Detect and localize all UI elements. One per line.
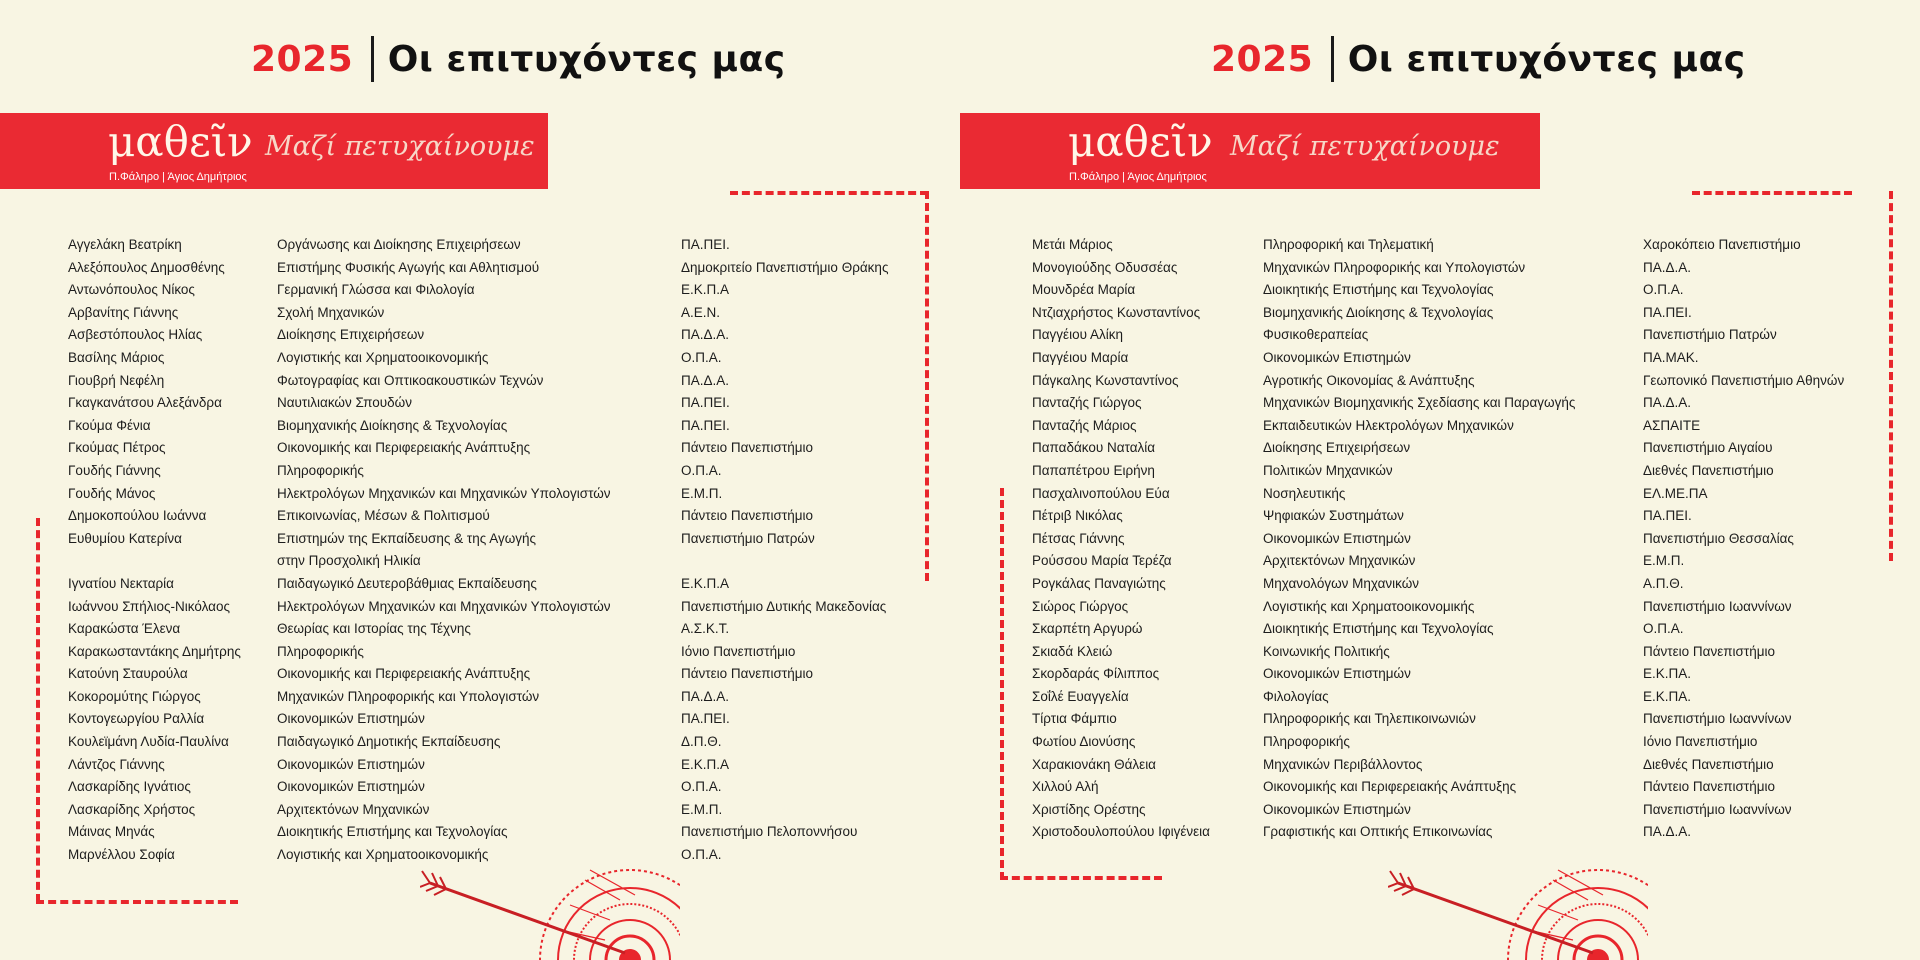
student-name: Λάντζος Γιάννης xyxy=(68,756,165,772)
department-name: Ηλεκτρολόγων Μηχανικών και Μηχανικών Υπολογιστών xyxy=(277,485,611,501)
student-name: Ντζιαχρήστος Κωνσταντίνος xyxy=(1032,304,1201,320)
student-name: Παγγέιου Αλίκη xyxy=(1032,327,1123,343)
student-name: Καρακώστα Έλενα xyxy=(68,621,181,637)
brand-locations: Π.Φάληρο | Άγιος Δημήτριος xyxy=(1069,171,1207,183)
department-name: Αρχιτεκτόνων Μηχανικών xyxy=(277,801,430,817)
departments-column xyxy=(1263,234,1575,844)
institution-name xyxy=(681,550,888,573)
student-name: Παπαπέτρου Ειρήνη xyxy=(1032,462,1155,478)
institution-name: ΠΑ.ΠΕΙ. xyxy=(1643,508,1692,524)
student-name: Γουδής Γιάννης xyxy=(68,462,161,478)
department-name: Οικονομικών Επιστημών xyxy=(1263,349,1411,365)
student-name: Παγγέιου Μαρία xyxy=(1032,349,1129,365)
department-name: Κοινωνικής Πολιτικής xyxy=(1263,643,1390,659)
department-name: Ναυτιλιακών Σπουδών xyxy=(277,395,412,411)
names-column xyxy=(68,234,241,867)
institution-name: ΠΑ.Δ.Α. xyxy=(1643,824,1692,840)
student-name: Καρακωσταντάκης Δημήτρης xyxy=(68,643,241,659)
student-name: Αγγελάκη Βεατρίκη xyxy=(68,237,182,252)
department-name: Φυσικοθεραπείας xyxy=(1263,327,1369,343)
institution-name: ΕΛ.ΜΕ.ΠΑ xyxy=(1643,485,1708,501)
department-name: Διοικητικής Επιστήμης και Τεχνολογίας xyxy=(1263,621,1494,637)
student-name: Σκιαδά Κλειώ xyxy=(1032,643,1113,659)
institution-name: Πάντειο Πανεπιστήμιο xyxy=(1643,643,1776,659)
department-name: Αρχιτεκτόνων Μηχανικών xyxy=(1263,553,1416,569)
student-name: Γκούμας Πέτρος xyxy=(68,440,166,456)
department-name: Οργάνωσης και Διοίκησης Επιχειρήσεων xyxy=(277,237,521,252)
right-panel xyxy=(960,0,1920,960)
institution-name: Ε.Κ.Π.Α xyxy=(681,282,730,298)
institution-name: Διεθνές Πανεπιστήμιο xyxy=(1643,756,1774,772)
institution-name: Γεωπονικό Πανεπιστήμιο Αθηνών xyxy=(1643,372,1845,388)
department-name: Οικονομικών Επιστημών xyxy=(1263,530,1411,546)
page-title xyxy=(1211,34,1746,84)
department-name: Επικοινωνίας, Μέσων & Πολιτισμού xyxy=(277,508,490,524)
title-text: Οι επιτυχόντες μας xyxy=(1347,38,1746,80)
department-name: Διοικητικής Επιστήμης και Τεχνολογίας xyxy=(277,824,508,840)
dashed-frame-top xyxy=(730,191,928,195)
institution-name: Χαροκόπειο Πανεπιστήμιο xyxy=(1643,237,1801,252)
student-name: Πανταζής Γιώργος xyxy=(1032,395,1142,411)
institution-name: Ιόνιο Πανεπιστήμιο xyxy=(681,643,796,659)
title-divider xyxy=(371,36,374,82)
department-name: Πληροφορικής xyxy=(277,643,364,659)
department-name: Γραφιστικής και Οπτικής Επικοινωνίας xyxy=(1263,824,1493,840)
institution-name: ΠΑ.ΠΕΙ. xyxy=(681,417,730,433)
student-name: Κοντογεωργίου Ραλλία xyxy=(68,711,205,727)
dashed-frame-bottom xyxy=(1000,876,1162,880)
department-name: Εκπαιδευτικών Ηλεκτρολόγων Μηχανικών xyxy=(1263,417,1514,433)
department-name: Οικονομικής και Περιφερειακής Ανάπτυξης xyxy=(277,440,531,456)
student-name: Δημοκοπούλου Ιωάννα xyxy=(68,508,207,524)
student-name: Πασχαλινοπούλου Εύα xyxy=(1032,485,1170,501)
institutions-column xyxy=(1643,234,1844,844)
department-name: Αγροτικής Οικονομίας & Ανάπτυξης xyxy=(1263,372,1475,388)
institution-name: Διεθνές Πανεπιστήμιο xyxy=(1643,462,1774,478)
department-name: Οικονομικών Επιστημών xyxy=(277,756,425,772)
department-name: Φωτογραφίας και Οπτικοακουστικών Τεχνών xyxy=(277,372,544,388)
institution-name: ΠΑ.ΠΕΙ. xyxy=(1643,304,1692,320)
institution-name: ΠΑ.Δ.Α. xyxy=(1643,395,1692,411)
student-name: Πανταζής Μάριος xyxy=(1032,417,1137,433)
institution-name: ΠΑ.Δ.Α. xyxy=(1643,259,1692,275)
department-name: Διοικητικής Επιστήμης και Τεχνολογίας xyxy=(1263,282,1494,298)
institution-name: ΠΑ.Δ.Α. xyxy=(681,688,730,704)
institution-name: Ο.Π.Α. xyxy=(1643,621,1684,637)
institution-name: Πανεπιστήμιο Πελοποννήσου xyxy=(681,824,858,840)
department-name: Διοίκησης Επιχειρήσεων xyxy=(277,327,425,343)
departments-column xyxy=(277,234,611,867)
institution-name: Πάντειο Πανεπιστήμιο xyxy=(1643,779,1776,795)
student-name: Πέτριβ Νικόλας xyxy=(1032,508,1123,524)
department-name: Λογιστικής και Χρηματοοικονομικής xyxy=(1263,598,1475,614)
student-name: Χαρακιονάκη Θάλεια xyxy=(1032,756,1156,772)
institution-name: ΠΑ.ΠΕΙ. xyxy=(681,395,730,411)
institution-name: Ε.Κ.Π.Α xyxy=(681,756,730,772)
student-name: Λασκαρίδης Χρήστος xyxy=(68,801,196,817)
student-name: Σιώρος Γιώργος xyxy=(1032,598,1129,614)
department-name: Λογιστικής και Χρηματοοικονομικής xyxy=(277,847,489,863)
student-name: Μετάι Μάριος xyxy=(1032,237,1113,252)
institution-name: Πανεπιστήμιο Πατρών xyxy=(681,530,815,546)
institution-name: Ο.Π.Α. xyxy=(681,462,722,478)
student-name: Φωτίου Διονύσης xyxy=(1032,734,1136,750)
institution-name: Δημοκριτείο Πανεπιστήμιο Θράκης xyxy=(681,259,889,275)
department-name: Πληροφορικής xyxy=(277,462,364,478)
student-name: Σκαρπέτη Αργυρώ xyxy=(1032,621,1143,637)
student-name: Κουλεϊμάνη Λυδία-Παυλίνα xyxy=(68,734,229,750)
institution-name: ΑΣΠΑΙΤΕ xyxy=(1643,417,1701,433)
student-name: Γουδής Μάνος xyxy=(68,485,156,501)
brand-slogan: Μαζί πετυχαίνουμε xyxy=(1230,131,1500,162)
institution-name: Ε.Μ.Π. xyxy=(681,801,723,817)
title-year: 2025 xyxy=(251,38,354,80)
institution-name: Πανεπιστήμιο Θεσσαλίας xyxy=(1643,530,1794,546)
student-name: Αντωνόπουλος Νίκος xyxy=(68,282,195,298)
student-name: Βασίλης Μάριος xyxy=(68,349,165,365)
department-name: Μηχανικών Περιβάλλοντος xyxy=(1263,756,1423,772)
student-name: Χριστοδουλοπούλου Ιφιγένεια xyxy=(1032,824,1210,840)
student-name: Πέτσας Γιάννης xyxy=(1032,530,1125,546)
department-name: Ψηφιακών Συστημάτων xyxy=(1263,508,1404,524)
institution-name: Ο.Π.Α. xyxy=(1643,282,1684,298)
institution-name: Α.Π.Θ. xyxy=(1643,575,1684,591)
target-arrow-illustration xyxy=(1388,845,1648,960)
student-name: Αρβανίτης Γιάννης xyxy=(68,304,179,320)
institution-name: ΠΑ.ΠΕΙ. xyxy=(681,711,730,727)
department-name: Οικονομικής και Περιφερειακής Ανάπτυξης xyxy=(1263,779,1517,795)
brand-logo: μαθεῖν xyxy=(108,117,253,166)
student-name: Λασκαρίδης Ιγνάτιος xyxy=(68,779,191,795)
institution-name: Ιόνιο Πανεπιστήμιο xyxy=(1643,734,1758,750)
department-name: στην Προσχολική Ηλικία xyxy=(277,553,421,569)
institution-name: Ο.Π.Α. xyxy=(681,779,722,795)
department-name: Βιομηχανικής Διοίκησης & Τεχνολογίας xyxy=(277,417,508,433)
department-name: Λογιστικής και Χρηματοοικονομικής xyxy=(277,349,489,365)
institution-name: Πανεπιστήμιο Αιγαίου xyxy=(1643,440,1773,456)
student-name: Μαρνέλλου Σοφία xyxy=(68,847,175,863)
student-name: Ιγνατίου Νεκταρία xyxy=(68,575,174,591)
brand-slogan: Μαζί πετυχαίνουμε xyxy=(265,131,535,162)
department-name: Γερμανική Γλώσσα και Φιλολογία xyxy=(277,282,475,298)
institution-name: Πάντειο Πανεπιστήμιο xyxy=(681,666,814,682)
institution-name: Α.Σ.Κ.Τ. xyxy=(681,621,730,637)
department-name: Οικονομικών Επιστημών xyxy=(277,779,425,795)
title-divider xyxy=(1331,36,1334,82)
institutions-column xyxy=(681,234,888,867)
student-name: Κατούνη Σταυρούλα xyxy=(68,666,188,682)
brand-logo: μαθεῖν xyxy=(1068,117,1213,166)
names-column xyxy=(1032,234,1210,844)
target-arrow-illustration xyxy=(420,845,680,960)
institution-name: ΠΑ.Δ.Α. xyxy=(681,327,730,343)
institution-name: ΠΑ.Δ.Α. xyxy=(681,372,730,388)
department-name: Παιδαγωγικό Δευτεροβάθμιας Εκπαίδευσης xyxy=(277,575,537,591)
student-name: Γιουβρή Νεφέλη xyxy=(68,372,165,388)
department-name: Οικονομικών Επιστημών xyxy=(1263,801,1411,817)
institution-name: Ο.Π.Α. xyxy=(681,847,722,863)
dashed-frame-top xyxy=(1692,191,1852,195)
dashed-frame-left xyxy=(1000,488,1004,880)
institution-name: Ε.Μ.Π. xyxy=(681,485,723,501)
dashed-frame-left xyxy=(36,518,40,902)
department-name: Μηχανικών Πληροφορικής και Υπολογιστών xyxy=(1263,259,1526,275)
student-name: Μονογιούδης Οδυσσέας xyxy=(1032,259,1178,275)
student-name: Τίρτια Φάμπιο xyxy=(1032,711,1117,727)
institution-name: Ε.Κ.ΠΑ. xyxy=(1643,688,1692,704)
title-text: Οι επιτυχόντες μας xyxy=(387,38,786,80)
department-name: Πληροφορικής και Τηλεπικοινωνιών xyxy=(1263,711,1476,727)
student-name: Ευθυμίου Κατερίνα xyxy=(68,530,182,546)
department-name: Μηχανολόγων Μηχανικών xyxy=(1263,575,1420,591)
institution-name: Ε.Μ.Π. xyxy=(1643,553,1685,569)
institution-name: Πανεπιστήμιο Ιωαννίνων xyxy=(1643,711,1792,727)
student-name: Ιωάννου Σπήλιος-Νικόλαος xyxy=(68,598,230,614)
dashed-frame-right xyxy=(925,191,929,581)
department-name: Επιστημών της Εκπαίδευσης & της Αγωγής xyxy=(277,530,537,546)
department-name: Πληροφορικής xyxy=(1263,734,1350,750)
department-name: Σχολή Μηχανικών xyxy=(277,304,385,320)
student-name: Σκορδαράς Φίλιππος xyxy=(1032,666,1160,682)
student-name: Μουνδρέα Μαρία xyxy=(1032,282,1136,298)
title-year: 2025 xyxy=(1211,38,1314,80)
student-name: Χιλλού Αλή xyxy=(1032,779,1099,795)
brand-banner xyxy=(0,113,548,189)
department-name: Ηλεκτρολόγων Μηχανικών και Μηχανικών Υπολογιστών xyxy=(277,598,611,614)
student-name: Σοΐλέ Ευαγγελία xyxy=(1032,688,1129,704)
institution-name: Ε.Κ.ΠΑ. xyxy=(1643,666,1692,682)
institution-name: Πανεπιστήμιο Πατρών xyxy=(1643,327,1777,343)
department-name: Μηχανικών Βιομηχανικής Σχεδίασης και Παραγωγής xyxy=(1263,395,1576,411)
dashed-frame-right xyxy=(1889,191,1893,561)
department-name: Πολιτικών Μηχανικών xyxy=(1263,462,1393,478)
institution-name: Πάντειο Πανεπιστήμιο xyxy=(681,508,814,524)
institution-name: Ο.Π.Α. xyxy=(681,349,722,365)
department-name: Θεωρίας και Ιστορίας της Τέχνης xyxy=(277,621,471,637)
brand-locations: Π.Φάληρο | Άγιος Δημήτριος xyxy=(109,171,247,183)
institution-name: Πάντειο Πανεπιστήμιο xyxy=(681,440,814,456)
student-name: Παπαδάκου Ναταλία xyxy=(1032,440,1156,456)
student-name: Γκούμα Φένια xyxy=(68,417,151,433)
department-name: Πληροφορική και Τηλεματική xyxy=(1263,237,1434,252)
department-name: Επιστήμης Φυσικής Αγωγής και Αθλητισμού xyxy=(277,259,540,275)
department-name: Οικονομικών Επιστημών xyxy=(1263,666,1411,682)
department-name: Διοίκησης Επιχειρήσεων xyxy=(1263,440,1411,456)
department-name: Παιδαγωγικό Δημοτικής Εκπαίδευσης xyxy=(277,734,501,750)
student-name xyxy=(68,550,241,573)
department-name: Μηχανικών Πληροφορικής και Υπολογιστών xyxy=(277,688,540,704)
student-name: Γκαγκανάτσου Αλεξάνδρα xyxy=(68,395,222,411)
student-name: Μάινας Μηνάς xyxy=(68,824,155,840)
department-name: Οικονομικών Επιστημών xyxy=(277,711,425,727)
department-name: Βιομηχανικής Διοίκησης & Τεχνολογίας xyxy=(1263,304,1494,320)
student-name: Αλεξόπουλος Δημοσθένης xyxy=(68,259,225,275)
student-name: Ρογκάλας Παναγιώτης xyxy=(1032,575,1166,591)
institution-name: Πανεπιστήμιο Ιωαννίνων xyxy=(1643,598,1792,614)
institution-name: ΠΑ.ΠΕΙ. xyxy=(681,237,730,252)
student-name: Χριστίδης Ορέστης xyxy=(1032,801,1146,817)
student-name: Ασβεστόπουλος Ηλίας xyxy=(68,327,203,343)
institution-name: Δ.Π.Θ. xyxy=(681,734,722,750)
student-name: Ρούσσου Μαρία Τερέζα xyxy=(1032,553,1172,569)
brand-banner xyxy=(960,113,1540,189)
institution-name: ΠΑ.ΜΑΚ. xyxy=(1643,349,1699,365)
institution-name: Α.Ε.Ν. xyxy=(681,304,721,320)
student-name: Πάγκαλης Κωνσταντίνος xyxy=(1032,372,1179,388)
department-name: Οικονομικής και Περιφερειακής Ανάπτυξης xyxy=(277,666,531,682)
department-name: Φιλολογίας xyxy=(1263,688,1329,704)
institution-name: Ε.Κ.Π.Α xyxy=(681,575,730,591)
dashed-frame-bottom xyxy=(36,900,238,904)
institution-name: Πανεπιστήμιο Δυτικής Μακεδονίας xyxy=(681,598,887,614)
department-name: Νοσηλευτικής xyxy=(1263,485,1346,501)
student-name: Κοκορομύτης Γιώργος xyxy=(68,688,201,704)
page-title xyxy=(251,34,786,84)
institution-name: Πανεπιστήμιο Ιωαννίνων xyxy=(1643,801,1792,817)
